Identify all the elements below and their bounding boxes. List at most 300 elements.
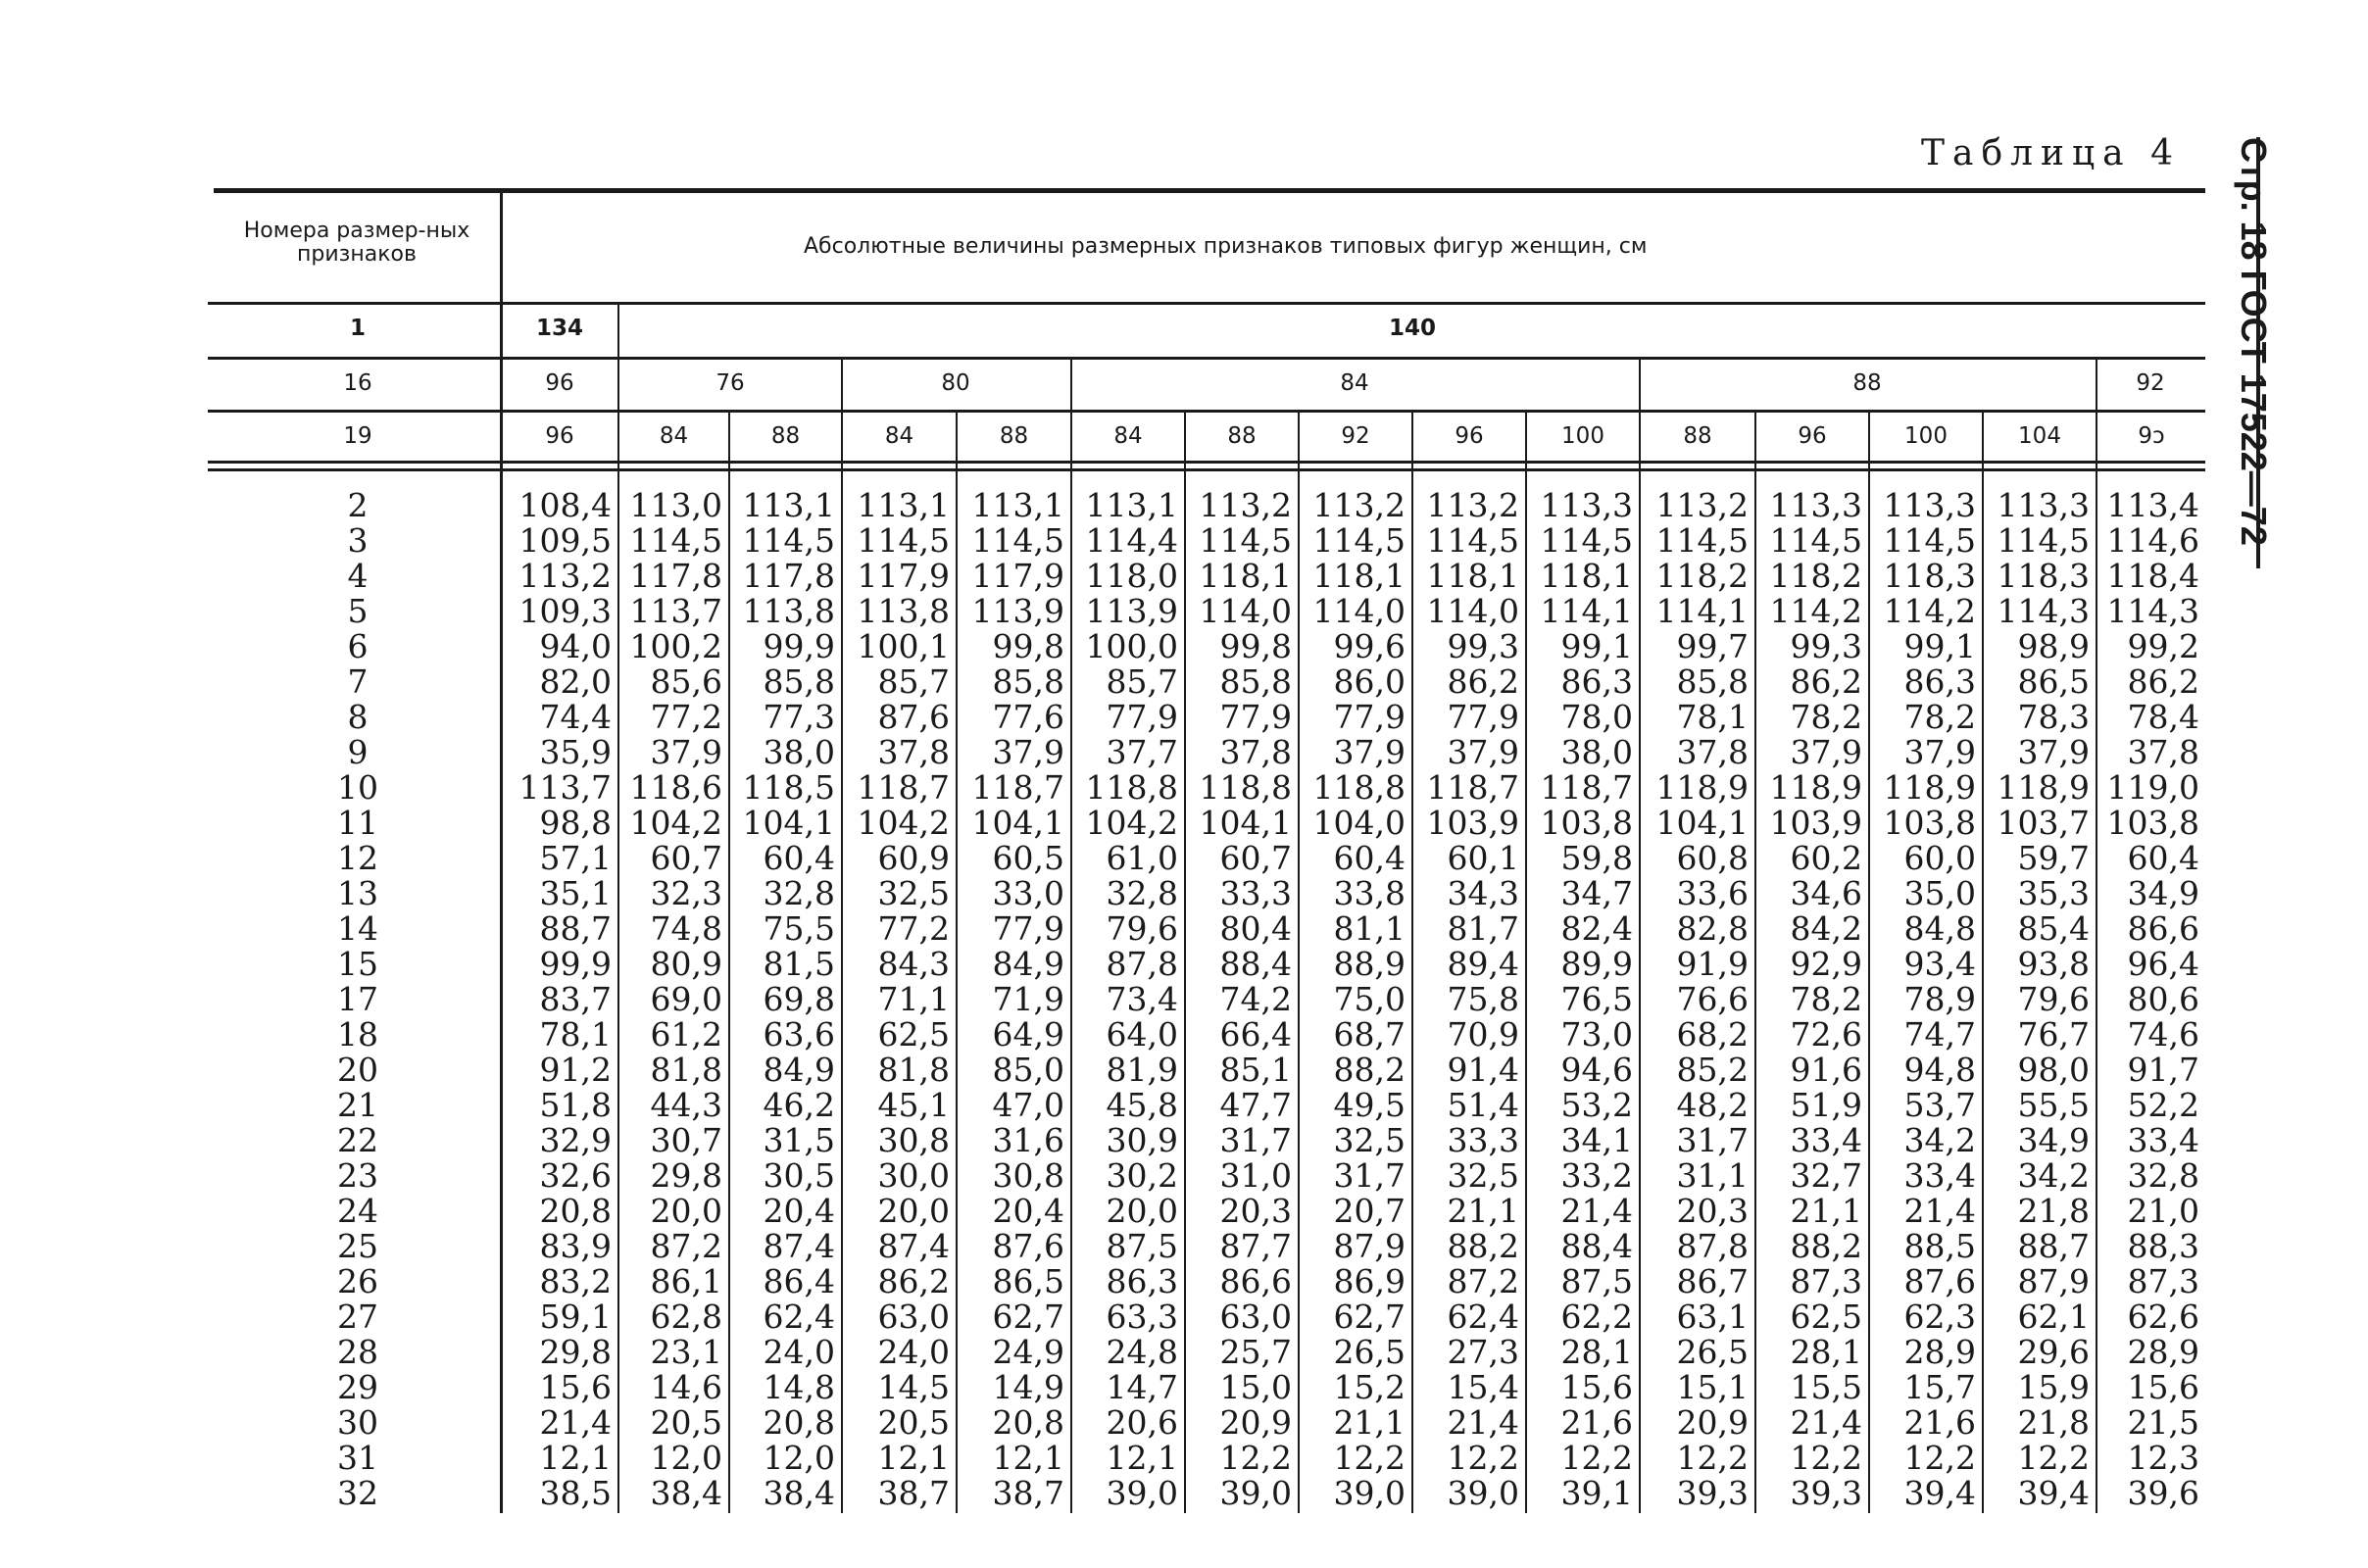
table-cell: 51,9 [1790,1086,1862,1124]
table-cell: 117,8 [629,557,722,595]
table-cell: 20,3 [1219,1192,1292,1230]
table-cell: 114,6 [2106,521,2199,560]
table-cell: 103,8 [1883,804,1976,842]
row-label: 21 [337,1086,378,1124]
table-cell: 78,1 [1676,698,1749,736]
header-rule-1 [208,302,2205,305]
table-cell: 12,2 [2017,1439,2090,1477]
table-cell: 62,4 [763,1298,835,1336]
table-cell: 62,4 [1447,1298,1519,1336]
table-cell: 15,6 [1560,1368,1633,1406]
table-cell: 113,2 [1199,486,1292,524]
table-cell: 63,0 [877,1298,950,1336]
table-cell: 38,0 [763,733,835,771]
table-cell: 100,1 [857,627,950,665]
row-label: 25 [337,1227,378,1265]
table-cell: 113,3 [1997,486,2090,524]
table-cell: 30,9 [1106,1121,1178,1159]
table-cell: 38,7 [877,1474,950,1512]
table-cell: 118,8 [1199,768,1292,807]
table-cell: 60,5 [992,839,1064,877]
table-cell: 12,2 [1790,1439,1862,1477]
table-cell: 15,9 [2017,1368,2090,1406]
table-cell: 114,3 [1997,592,2090,630]
table-cell: 61,0 [1106,839,1178,877]
row16-group-88: 88 [1852,370,1882,396]
table-cell: 87,6 [992,1227,1064,1265]
row-label: 2 [347,486,369,524]
table-cell: 88,7 [539,909,612,948]
table-cell: 34,9 [2017,1121,2090,1159]
table-cell: 15,0 [1219,1368,1292,1406]
table-cell: 88,3 [2127,1227,2199,1265]
table-cell: 60,7 [650,839,722,877]
table-cell: 12,0 [763,1439,835,1477]
table-cell: 38,0 [1560,733,1633,771]
table-cell: 85,6 [650,662,722,701]
table-cell: 38,5 [539,1474,612,1512]
table-cell: 77,9 [1333,698,1406,736]
table-cell: 20,4 [992,1192,1064,1230]
table-cell: 20,7 [1333,1192,1406,1230]
table-cell: 39,0 [1106,1474,1178,1512]
table-cell: 85,8 [1676,662,1749,701]
table-cell: 99,6 [1333,627,1406,665]
table-cell: 29,6 [2017,1333,2090,1371]
table-cell: 59,1 [539,1298,612,1336]
table-cell: 69,0 [650,980,722,1018]
table-cell: 12,1 [539,1439,612,1477]
row1-label: 1 [349,316,366,341]
table-cell: 88,4 [1219,945,1292,983]
table-cell: 87,6 [877,698,950,736]
table-cell: 15,1 [1676,1368,1749,1406]
table-cell: 39,0 [1219,1474,1292,1512]
table-cell: 37,9 [650,733,722,771]
table-cell: 96,4 [2127,945,2199,983]
row-label: 28 [337,1333,378,1371]
table-cell: 30,8 [992,1156,1064,1195]
row19-column-header: 88 [770,423,801,449]
table-cell: 78,2 [1790,980,1862,1018]
table-cell: 21,0 [2127,1192,2199,1230]
row19-column-header: 96 [1455,423,1484,449]
table-cell: 63,0 [1219,1298,1292,1336]
table-cell: 24,9 [992,1333,1064,1371]
table-cell: 38,4 [650,1474,722,1512]
table-cell: 33,4 [1903,1156,1976,1195]
table-cell: 12,1 [992,1439,1064,1477]
table-cell: 66,4 [1219,1015,1292,1054]
table-cell: 63,3 [1106,1298,1178,1336]
table-cell: 28,9 [1903,1333,1976,1371]
table-cell: 118,9 [1883,768,1976,807]
table-cell: 32,8 [763,874,835,912]
table-cell: 21,8 [2017,1403,2090,1442]
table-cell: 86,5 [992,1262,1064,1300]
table-cell: 24,8 [1106,1333,1178,1371]
table-cell: 89,4 [1447,945,1519,983]
table-cell: 30,8 [877,1121,950,1159]
table-cell: 82,0 [539,662,612,701]
table-cell: 86,6 [1219,1262,1292,1300]
table-cell: 55,5 [2017,1086,2090,1124]
table-cell: 62,8 [650,1298,722,1336]
table-cell: 12,2 [1219,1439,1292,1477]
table-cell: 83,9 [539,1227,612,1265]
table-cell: 60,7 [1219,839,1292,877]
table-cell: 21,4 [1903,1192,1976,1230]
table-cell: 28,1 [1790,1333,1862,1371]
table-cell: 114,1 [1540,592,1633,630]
table-cell: 85,8 [1219,662,1292,701]
table-cell: 113,2 [1312,486,1406,524]
table-cell: 104,2 [1085,804,1178,842]
table-cell: 39,6 [2127,1474,2199,1512]
table-cell: 79,6 [2017,980,2090,1018]
table-cell: 34,9 [2127,874,2199,912]
table-cell: 118,7 [1540,768,1633,807]
table-cell: 63,1 [1676,1298,1749,1336]
table-cell: 12,2 [1903,1439,1976,1477]
row1-group-134: 134 [535,316,583,341]
table-cell: 109,3 [518,592,612,630]
table-cell: 118,3 [1997,557,2090,595]
row19-column-header: 100 [1904,423,1948,449]
table-cell: 118,9 [1655,768,1749,807]
row19-column-header: 84 [659,423,689,449]
table-cell: 62,6 [2127,1298,2199,1336]
header-rule-2 [208,357,2205,360]
table-cell: 21,4 [1447,1403,1519,1442]
table-cell: 12,3 [2127,1439,2199,1477]
table-cell: 104,1 [1655,804,1749,842]
table-cell: 104,2 [857,804,950,842]
table-cell: 62,7 [992,1298,1064,1336]
row-label: 23 [337,1156,378,1195]
table-cell: 114,1 [1655,592,1749,630]
table-cell: 32,5 [1447,1156,1519,1195]
row19-column-header: 88 [1227,423,1257,449]
table-cell: 27,3 [1447,1333,1519,1371]
table-cell: 93,4 [1903,945,1976,983]
table-cell: 53,2 [1560,1086,1633,1124]
table-cell: 87,4 [763,1227,835,1265]
table-cell: 71,1 [877,980,950,1018]
table-cell: 71,9 [992,980,1064,1018]
table-cell: 73,4 [1106,980,1178,1018]
table-cell: 118,4 [2106,557,2199,595]
table-cell: 118,5 [742,768,835,807]
row-label: 24 [337,1192,378,1230]
table-cell: 37,9 [2017,733,2090,771]
table-cell: 33,3 [1447,1121,1519,1159]
table-cell: 39,0 [1333,1474,1406,1512]
table-cell: 87,3 [1790,1262,1862,1300]
row16-group-84: 84 [1340,370,1369,396]
row16-group-96: 96 [545,370,574,396]
table-cell: 114,5 [1540,521,1633,560]
table-cell: 33,4 [1790,1121,1862,1159]
row-label: 11 [337,804,378,842]
table-cell: 88,2 [1447,1227,1519,1265]
row16-group-80: 80 [941,370,970,396]
main-header: Абсолютные величины размерных признаков типовых фигур женщин, см [804,234,1648,259]
table-cell: 25,7 [1219,1333,1292,1371]
stub-header: Номера размер-ных признаков [243,219,470,267]
table-cell: 82,4 [1560,909,1633,948]
table-cell: 113,1 [1085,486,1178,524]
table-cell: 49,5 [1333,1086,1406,1124]
table-cell: 113,4 [2106,486,2199,524]
table-cell: 77,9 [992,909,1064,948]
row-label: 30 [337,1403,378,1442]
table-cell: 118,3 [1883,557,1976,595]
table-cell: 118,8 [1085,768,1178,807]
row-label: 32 [337,1474,378,1512]
table-cell: 62,5 [1790,1298,1862,1336]
table-cell: 99,3 [1447,627,1519,665]
table-cell: 37,9 [1333,733,1406,771]
table-cell: 114,5 [1312,521,1406,560]
table-cell: 77,9 [1106,698,1178,736]
table-cell: 30,2 [1106,1156,1178,1195]
table-cell: 85,8 [763,662,835,701]
table-cell: 91,4 [1447,1051,1519,1089]
table-cell: 37,9 [1790,733,1862,771]
table-cell: 78,2 [1903,698,1976,736]
table-cell: 114,5 [1997,521,2090,560]
table-cell: 12,2 [1560,1439,1633,1477]
table-cell: 78,0 [1560,698,1633,736]
row-label: 15 [337,945,378,983]
table-cell: 87,2 [1447,1262,1519,1300]
table-cell: 35,1 [539,874,612,912]
table-cell: 20,5 [650,1403,722,1442]
table-cell: 75,0 [1333,980,1406,1018]
table-cell: 113,9 [1085,592,1178,630]
table-cell: 103,8 [1540,804,1633,842]
table-cell: 14,8 [763,1368,835,1406]
table-cell: 113,1 [857,486,950,524]
table-cell: 86,3 [1903,662,1976,701]
table-cell: 77,9 [1219,698,1292,736]
table-cell: 117,9 [857,557,950,595]
table-cell: 99,1 [1903,627,1976,665]
table-cell: 29,8 [650,1156,722,1195]
table-cell: 88,9 [1333,945,1406,983]
table-cell: 62,1 [2017,1298,2090,1336]
row19-column-header: 84 [884,423,914,449]
table-cell: 32,7 [1790,1156,1862,1195]
table-cell: 21,1 [1333,1403,1406,1442]
table-cell: 88,7 [2017,1227,2090,1265]
table-cell: 114,5 [971,521,1064,560]
table-cell: 34,2 [2017,1156,2090,1195]
table-cell: 21,6 [1903,1403,1976,1442]
table-cell: 114,5 [1426,521,1519,560]
table-cell: 114,2 [1883,592,1976,630]
table-cell: 21,6 [1560,1403,1633,1442]
table-cell: 33,0 [992,874,1064,912]
table-cell: 37,8 [1219,733,1292,771]
table-cell: 87,8 [1676,1227,1749,1265]
table-cell: 39,0 [1447,1474,1519,1512]
table-cell: 104,1 [971,804,1064,842]
table-cell: 20,0 [1106,1192,1178,1230]
table-cell: 87,9 [1333,1227,1406,1265]
table-cell: 118,8 [1312,768,1406,807]
row19-column-header: 84 [1113,423,1143,449]
table-cell: 46,2 [763,1086,835,1124]
row-label: 17 [337,980,378,1018]
table-cell: 113,3 [1883,486,1976,524]
table-cell: 91,2 [539,1051,612,1089]
table-cell: 20,9 [1219,1403,1292,1442]
table-cell: 92,9 [1790,945,1862,983]
table-cell: 35,0 [1903,874,1976,912]
table-cell: 21,5 [2127,1403,2199,1442]
table-cell: 98,9 [2017,627,2090,665]
table-cell: 113,1 [971,486,1064,524]
table-cell: 32,9 [539,1121,612,1159]
row16-group-92: 92 [2136,370,2165,396]
table-cell: 88,5 [1903,1227,1976,1265]
table-cell: 30,7 [650,1121,722,1159]
table-cell: 60,4 [1333,839,1406,877]
table-cell: 68,2 [1676,1015,1749,1054]
table-cell: 114,5 [629,521,722,560]
table-cell: 94,6 [1560,1051,1633,1089]
table-cell: 81,1 [1333,909,1406,948]
table-cell: 113,1 [742,486,835,524]
table-cell: 118,7 [857,768,950,807]
table-cell: 32,8 [1106,874,1178,912]
table-cell: 113,8 [857,592,950,630]
table-cell: 14,7 [1106,1368,1178,1406]
table-cell: 77,6 [992,698,1064,736]
table-cell: 62,2 [1560,1298,1633,1336]
table-cell: 85,7 [877,662,950,701]
table-cell: 74,4 [539,698,612,736]
row-label: 6 [347,627,369,665]
table-cell: 86,6 [2127,909,2199,948]
table-cell: 14,9 [992,1368,1064,1406]
row19-column-header: 9ↄ [2138,423,2165,449]
row-label: 14 [337,909,378,948]
table-cell: 118,9 [1997,768,2090,807]
table-cell: 86,2 [1447,662,1519,701]
table-cell: 33,3 [1219,874,1292,912]
table-cell: 80,4 [1219,909,1292,948]
table-cell: 113,3 [1769,486,1862,524]
table-cell: 86,3 [1560,662,1633,701]
table-cell: 14,5 [877,1368,950,1406]
table-cell: 20,6 [1106,1403,1178,1442]
table-cell: 31,0 [1219,1156,1292,1195]
table-cell: 34,2 [1903,1121,1976,1159]
table-cell: 39,4 [1903,1474,1976,1512]
table-cell: 15,6 [2127,1368,2199,1406]
table-cell: 60,0 [1903,839,1976,877]
row-label: 4 [347,557,369,595]
table-cell: 74,7 [1903,1015,1976,1054]
table-cell: 86,2 [877,1262,950,1300]
table-cell: 103,9 [1426,804,1519,842]
table-cell: 31,7 [1333,1156,1406,1195]
table-cell: 12,2 [1447,1439,1519,1477]
table-cell: 20,8 [539,1192,612,1230]
table-cell: 57,1 [539,839,612,877]
table-cell: 91,6 [1790,1051,1862,1089]
table-cell: 72,6 [1790,1015,1862,1054]
table-cell: 80,6 [2127,980,2199,1018]
table-cell: 118,2 [1769,557,1862,595]
table-cell: 91,7 [2127,1051,2199,1089]
table-cell: 62,3 [1903,1298,1976,1336]
table-cell: 60,8 [1676,839,1749,877]
header-rule-4b [208,468,2205,471]
row19-column-header: 88 [1683,423,1712,449]
table-cell: 33,2 [1560,1156,1633,1195]
table-cell: 108,4 [518,486,612,524]
table-cell: 93,8 [2017,945,2090,983]
table-cell: 114,3 [2106,592,2199,630]
table-cell: 75,8 [1447,980,1519,1018]
table-cell: 78,2 [1790,698,1862,736]
table-cell: 119,0 [2106,768,2199,807]
table-cell: 76,7 [2017,1015,2090,1054]
row-label: 7 [347,662,369,701]
table-cell: 83,2 [539,1262,612,1300]
table-cell: 34,1 [1560,1121,1633,1159]
table-cell: 113,7 [629,592,722,630]
table-cell: 15,6 [539,1368,612,1406]
table-cell: 88,2 [1333,1051,1406,1089]
table-cell: 118,1 [1199,557,1292,595]
table-cell: 99,7 [1676,627,1749,665]
table-cell: 89,9 [1560,945,1633,983]
table-cell: 33,8 [1333,874,1406,912]
table-cell: 69,8 [763,980,835,1018]
table-cell: 86,7 [1676,1262,1749,1300]
table-cell: 37,9 [1447,733,1519,771]
table-cell: 28,1 [1560,1333,1633,1371]
table-cell: 21,4 [1790,1403,1862,1442]
table-cell: 21,1 [1447,1192,1519,1230]
table-cell: 24,0 [877,1333,950,1371]
row-label: 26 [337,1262,378,1300]
table-cell: 118,9 [1769,768,1862,807]
table-cell: 29,8 [539,1333,612,1371]
table-cell: 84,2 [1790,909,1862,948]
table-cell: 60,4 [763,839,835,877]
table-cell: 34,3 [1447,874,1519,912]
table-cell: 60,9 [877,839,950,877]
table-cell: 87,5 [1560,1262,1633,1300]
table-cell: 113,7 [518,768,612,807]
table-cell: 86,3 [1106,1262,1178,1300]
table-cell: 20,0 [650,1192,722,1230]
table-cell: 99,8 [1219,627,1292,665]
table-cell: 52,2 [2127,1086,2199,1124]
table-cell: 99,8 [992,627,1064,665]
table-cell: 114,2 [1769,592,1862,630]
table-cell: 74,6 [2127,1015,2199,1054]
table-cell: 37,8 [877,733,950,771]
table-cell: 99,1 [1560,627,1633,665]
table-cell: 59,8 [1560,839,1633,877]
